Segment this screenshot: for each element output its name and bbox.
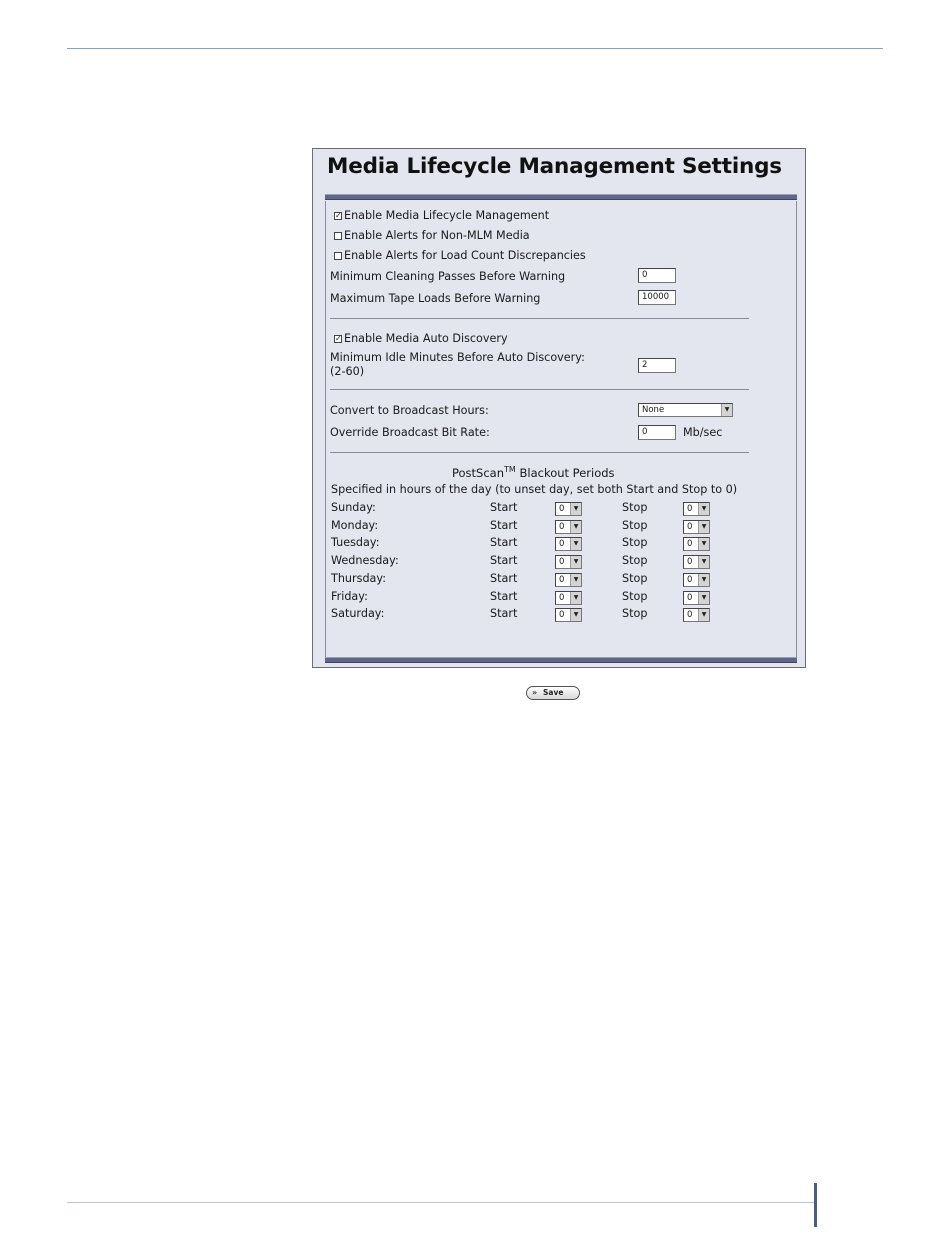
day-label: Thursday: — [331, 571, 386, 585]
stop-value: 0 — [687, 574, 693, 585]
start-label: Start — [490, 501, 518, 514]
start-label: Start — [490, 518, 518, 532]
idle-minutes-range: (2-60) — [330, 365, 365, 378]
dropdown-arrow-icon[interactable]: ▼ — [698, 609, 709, 621]
double-chevron-icon: » — [532, 688, 538, 697]
idle-minutes-label: Minimum Idle Minutes Before Auto Discovery: — [330, 351, 585, 364]
stop-label: Stop — [622, 536, 648, 550]
mlm-settings-window — [312, 148, 806, 697]
blackout-title: PostScan™ Blackout Periods — [452, 465, 615, 480]
stop-label: Stop — [622, 607, 648, 621]
start-value: 0 — [559, 521, 565, 532]
enable-mlm-label: Enable Media Lifecycle Management — [344, 209, 550, 222]
start-select[interactable] — [555, 502, 582, 516]
stop-value: 0 — [687, 557, 693, 568]
start-label: Start — [490, 589, 518, 603]
day-label: Sunday: — [331, 501, 376, 514]
start-select[interactable] — [555, 537, 582, 551]
start-label: Start — [490, 571, 518, 585]
day-label: Wednesday: — [331, 554, 399, 568]
dropdown-arrow-icon[interactable]: ▼ — [721, 404, 732, 416]
stop-label: Stop — [622, 589, 648, 603]
stop-select[interactable] — [683, 537, 710, 551]
start-value: 0 — [559, 610, 565, 621]
start-value: 0 — [559, 504, 565, 514]
start-value: 0 — [559, 574, 565, 585]
bit-rate-input[interactable]: 0 — [638, 425, 676, 440]
stop-select[interactable] — [683, 591, 710, 605]
dropdown-arrow-icon[interactable]: ▼ — [570, 521, 581, 533]
max-tape-loads-label: Maximum Tape Loads Before Warning — [330, 292, 541, 305]
alerts-non-mlm-label: Enable Alerts for Non-MLM Media — [344, 229, 530, 242]
start-select[interactable] — [555, 608, 582, 622]
convert-hours-label: Convert to Broadcast Hours: — [330, 404, 489, 417]
alerts-load-count-checkbox[interactable] — [334, 252, 342, 260]
min-cleaning-input[interactable]: 0 — [638, 268, 676, 283]
dropdown-arrow-icon[interactable]: ▼ — [698, 503, 709, 515]
dropdown-arrow-icon[interactable]: ▼ — [698, 556, 709, 568]
bit-rate-label: Override Broadcast Bit Rate: — [330, 426, 490, 439]
start-value: 0 — [559, 539, 565, 550]
section-divider — [330, 452, 749, 453]
enable-mlm-checkbox[interactable]: ✓ — [335, 211, 342, 220]
section-divider — [330, 389, 749, 390]
stop-value: 0 — [687, 592, 693, 603]
dropdown-arrow-icon[interactable]: ▼ — [570, 609, 581, 621]
settings-panel — [325, 201, 797, 697]
save-label: Save — [543, 688, 564, 697]
page-margin-bar — [814, 1183, 817, 1227]
blackout-subtitle: Specified in hours of the day (to unset day, set both Start and Stop to 0) — [331, 483, 738, 496]
day-label: Friday: — [331, 589, 368, 603]
start-value: 0 — [559, 592, 565, 603]
idle-minutes-input[interactable]: 2 — [638, 358, 676, 373]
start-select[interactable] — [555, 591, 582, 605]
save-button[interactable] — [526, 686, 580, 700]
stop-value: 0 — [687, 539, 693, 550]
stop-label: Stop — [622, 501, 648, 514]
page-title: Media Lifecycle Management Settings — [327, 154, 782, 179]
stop-select[interactable] — [683, 502, 710, 516]
dropdown-arrow-icon[interactable]: ▼ — [698, 538, 709, 550]
stop-label: Stop — [622, 518, 648, 532]
dropdown-arrow-icon[interactable]: ▼ — [570, 592, 581, 604]
stop-select[interactable] — [683, 608, 710, 622]
page-top-rule — [67, 48, 883, 49]
stop-select[interactable] — [683, 520, 710, 534]
dropdown-arrow-icon[interactable]: ▼ — [698, 574, 709, 586]
start-value: 0 — [559, 557, 565, 568]
stop-select[interactable] — [683, 555, 710, 569]
convert-hours-value: None — [642, 405, 665, 415]
start-select[interactable] — [555, 555, 582, 569]
enable-auto-discovery-label: Enable Media Auto Discovery — [344, 332, 508, 345]
section-divider — [330, 318, 749, 319]
start-label: Start — [490, 554, 518, 568]
bit-rate-unit: Mb/sec — [683, 426, 723, 439]
alerts-load-count-label: Enable Alerts for Load Count Discrepancies — [344, 249, 586, 262]
max-tape-loads-input[interactable]: 10000 — [638, 290, 676, 305]
dropdown-arrow-icon[interactable]: ▼ — [570, 574, 581, 586]
stop-value: 0 — [687, 610, 693, 621]
stop-value: 0 — [687, 521, 693, 532]
enable-auto-discovery-checkbox[interactable]: ✓ — [335, 334, 342, 343]
dropdown-arrow-icon[interactable]: ▼ — [570, 503, 581, 515]
dropdown-arrow-icon[interactable]: ▼ — [570, 556, 581, 568]
stop-value: 0 — [687, 504, 693, 514]
start-label: Start — [490, 536, 518, 550]
start-label: Start — [490, 607, 518, 621]
stop-label: Stop — [622, 554, 648, 568]
day-label: Saturday: — [331, 607, 385, 621]
start-select[interactable] — [555, 520, 582, 534]
page-bottom-rule — [67, 1202, 815, 1203]
stop-select[interactable] — [683, 573, 710, 587]
dropdown-arrow-icon[interactable]: ▼ — [570, 538, 581, 550]
header-band — [325, 194, 797, 200]
alerts-non-mlm-checkbox[interactable] — [334, 232, 342, 240]
min-cleaning-label: Minimum Cleaning Passes Before Warning — [330, 270, 566, 283]
stop-label: Stop — [622, 571, 648, 585]
footer-band — [325, 657, 797, 663]
day-label: Tuesday: — [331, 536, 380, 550]
start-select[interactable] — [555, 573, 582, 587]
dropdown-arrow-icon[interactable]: ▼ — [698, 521, 709, 533]
day-label: Monday: — [331, 518, 379, 532]
convert-hours-select[interactable] — [638, 403, 733, 417]
dropdown-arrow-icon[interactable]: ▼ — [698, 592, 709, 604]
